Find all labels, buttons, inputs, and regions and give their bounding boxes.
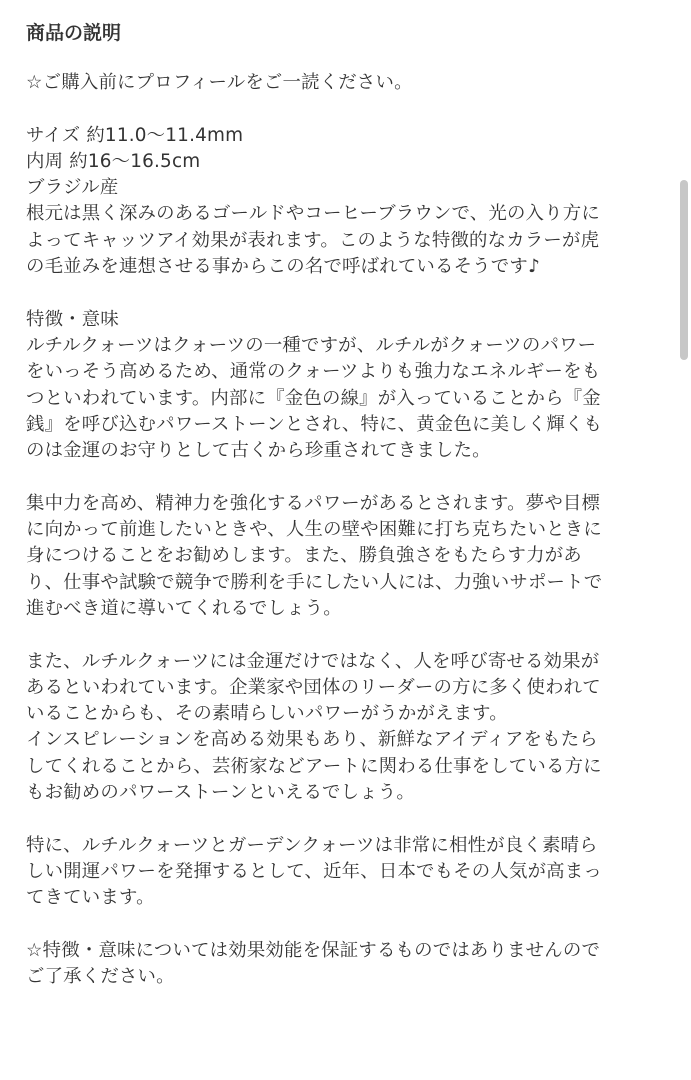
description-line: よってキャッツアイ効果が表れます。このような特徴的なカラーが虎 [26, 229, 600, 251]
description-line: 特徴・意味 [26, 308, 119, 330]
description-content [26, 18, 666, 990]
description-line: もお勧めのパワーストーンといえるでしょう。 [26, 782, 415, 804]
blank-line [26, 280, 666, 306]
description-line: の毛並みを連想させる事からこの名で呼ばれているそうです♪ [26, 256, 540, 278]
description-line: のは金運のお守りとして古くから珍重されてきました。 [26, 440, 491, 462]
description-line: 銭』を呼び込むパワーストーンとされ、特に、黄金色に美しく輝くも [26, 413, 603, 435]
description-line: インスピレーションを高める効果もあり、新鮮なアイディアをもたら [26, 729, 598, 751]
description-line: に向かって前進したいときや、人生の壁や困難に打ち克ちたいときに [26, 519, 602, 541]
description-line: 進むべき道に導いてくれるでしょう。 [26, 597, 342, 619]
blank-line [26, 806, 666, 832]
description-line: 特に、ルチルクォーツとガーデンクォーツは非常に相性が良く素晴ら [26, 834, 598, 856]
description-line: 内周 約16～16.5cm [26, 150, 201, 172]
description-line: り、仕事や試験で競争で勝利を手にしたい人には、力強いサポートで [26, 571, 603, 593]
description-line: いることからも、その素晴らしいパワーがうかがえます。 [26, 703, 508, 725]
description-line: 身につけることをお勧めします。また、勝負強さをもたらす力があ [26, 545, 582, 567]
description-body [26, 70, 666, 990]
description-line: つといわれています。内部に『金色の線』が入っていることから『金 [26, 387, 601, 409]
blank-line [26, 622, 666, 648]
description-line: 集中力を高め、精神力を強化するパワーがあるとされます。夢や目標 [26, 492, 601, 514]
description-line: ☆ご購入前にプロフィールをご一読ください。 [26, 72, 413, 93]
description-line: ご了承ください。 [26, 966, 175, 988]
section-title: 商品の説明 [26, 22, 122, 44]
description-line: をいっそう高めるため、通常のクォーツよりも強力なエネルギーをも [26, 361, 601, 383]
scrollbar-thumb[interactable] [680, 180, 688, 360]
description-line: サイズ 約11.0～11.4mm [26, 124, 244, 146]
description-line: ☆特徴・意味については効果効能を保証するものではありませんので [26, 939, 601, 961]
blank-line [26, 96, 666, 122]
description-line: してくれることから、芸術家などアートに関わる仕事をしている方に [26, 755, 602, 777]
description-line: ブラジル産 [26, 177, 119, 199]
description-line: あるといわれています。企業家や団体のリーダーの方に多く使われて [26, 676, 601, 698]
blank-line [26, 912, 666, 938]
blank-line [26, 464, 666, 490]
description-line: ルチルクォーツはクォーツの一種ですが、ルチルがクォーツのパワー [26, 334, 597, 356]
description-line: また、ルチルクォーツには金運だけではなく、人を呼び寄せる効果が [26, 650, 600, 672]
description-line: 根元は黒く深みのあるゴールドやコーヒーブラウンで、光の入り方に [26, 203, 600, 225]
description-line: てきています。 [26, 887, 155, 909]
description-line: しい開運パワーを発揮するとして、近年、日本でもその人気が高まっ [26, 860, 602, 882]
